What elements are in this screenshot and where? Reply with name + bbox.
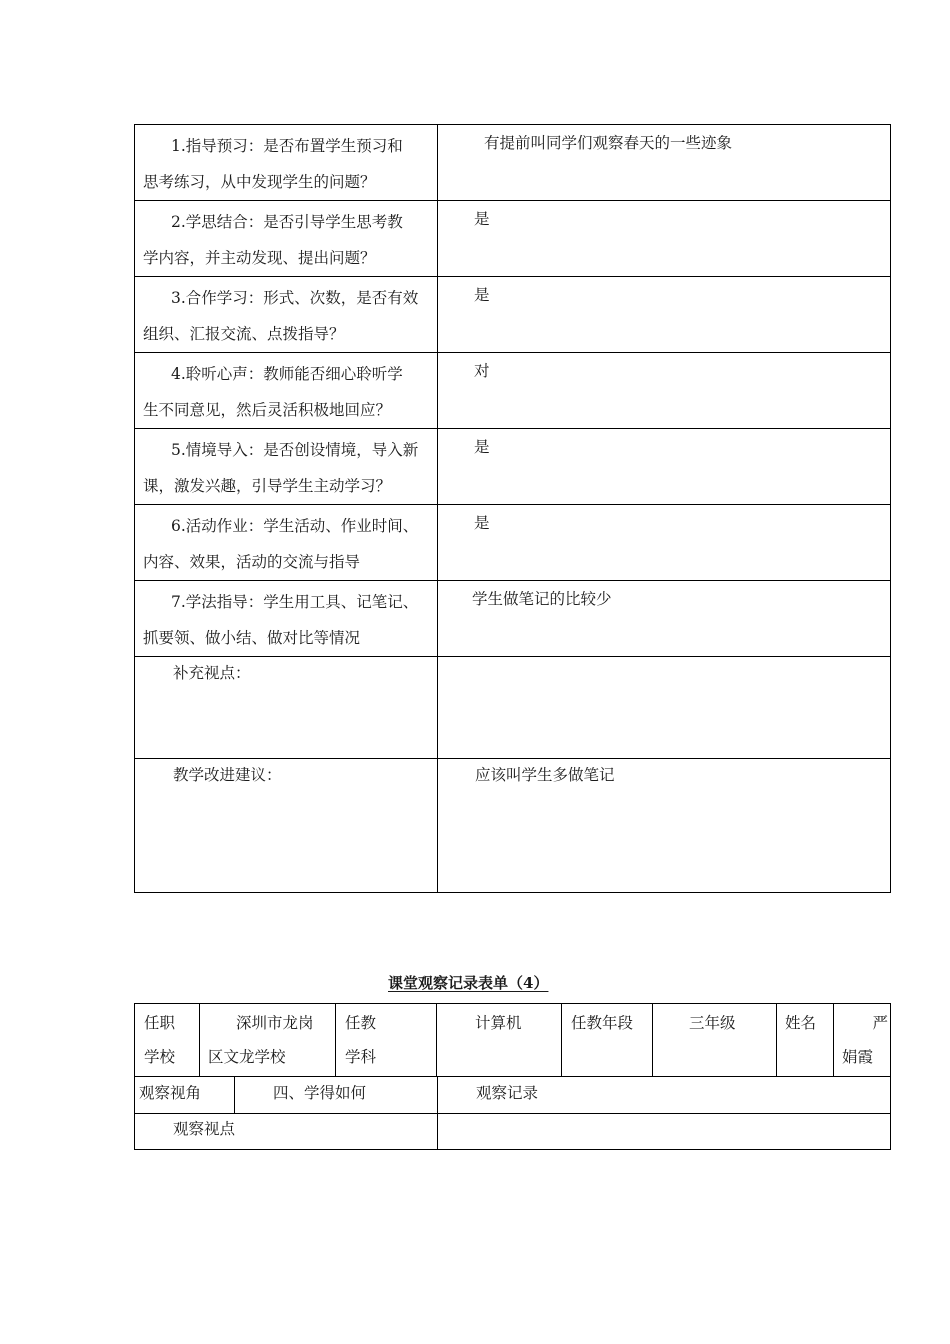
- question-line: 4.聆听心声：教师能否细心聆听学: [171, 365, 403, 383]
- question-cell: [135, 429, 438, 505]
- question-cell: [135, 353, 438, 429]
- name-value-cell: [834, 1004, 891, 1077]
- question-cell: [135, 581, 438, 657]
- teacher-info-table: [134, 1003, 891, 1077]
- angle-label: 观察视角: [139, 1084, 202, 1102]
- subject-value: 计算机: [475, 1014, 522, 1032]
- answer-text: 学生做笔记的比较少: [472, 590, 612, 608]
- point-value-cell: [438, 1114, 891, 1150]
- answer-text: 是: [474, 438, 490, 456]
- question-row: [135, 125, 891, 201]
- question-row: [135, 505, 891, 581]
- question-row: [135, 429, 891, 505]
- question-line: 内容、效果，活动的交流与指导: [143, 553, 361, 571]
- question-line: 生不同意见，然后灵活积极地回应？: [143, 401, 392, 419]
- suggestion-label-cell: [135, 759, 438, 893]
- point-row: [135, 1114, 891, 1150]
- answer-text: 是: [474, 210, 490, 228]
- question-line: 抓要领、做小结、做对比等情况: [143, 629, 361, 647]
- subject-label-cell: [336, 1004, 437, 1077]
- question-line: 学内容，并主动发现、提出问题？: [143, 249, 376, 267]
- answer-cell: [438, 201, 891, 277]
- name-value: 严: [872, 1014, 888, 1032]
- observation-table: [134, 124, 891, 893]
- school-value: 区文龙学校: [208, 1048, 286, 1066]
- question-line: 1.指导预习：是否布置学生预习和: [171, 137, 403, 155]
- suggestion-value-cell: [438, 759, 891, 893]
- supplement-label-cell: [135, 657, 438, 759]
- grade-value-cell: [653, 1004, 777, 1077]
- grade-value: 三年级: [689, 1014, 736, 1032]
- angle-value-cell: [235, 1077, 438, 1114]
- suggestion-label: 教学改进建议：: [173, 766, 282, 784]
- school-value: 深圳市龙岗: [236, 1014, 314, 1032]
- answer-text: 是: [474, 514, 490, 532]
- answer-text: 对: [474, 362, 490, 380]
- question-line: 2.学思结合：是否引导学生思考教: [171, 213, 403, 231]
- subject-label: 学科: [345, 1048, 377, 1066]
- suggestion-row: [135, 759, 891, 893]
- question-row: [135, 353, 891, 429]
- school-label: 学校: [144, 1048, 176, 1066]
- answer-cell: [438, 277, 891, 353]
- question-row: [135, 201, 891, 277]
- question-line: 思考练习，从中发现学生的问题？: [143, 173, 376, 191]
- school-value-cell: [200, 1004, 336, 1077]
- observation-point-table: [134, 1113, 891, 1150]
- answer-text: 是: [474, 286, 490, 304]
- suggestion-value: 应该叫学生多做笔记: [475, 766, 615, 784]
- supplement-row: [135, 657, 891, 759]
- question-line: 3.合作学习：形式、次数，是否有效: [171, 289, 419, 307]
- answer-cell: [438, 125, 891, 201]
- question-cell: [135, 125, 438, 201]
- supplement-label: 补充视点：: [173, 664, 251, 682]
- question-cell: [135, 505, 438, 581]
- question-line: 组织、汇报交流、点拨指导？: [143, 325, 345, 343]
- question-cell: [135, 277, 438, 353]
- record-label: 观察记录: [476, 1084, 539, 1102]
- subject-label: 任教: [345, 1014, 377, 1032]
- observation-angle-table: [134, 1076, 891, 1114]
- answer-cell: [438, 505, 891, 581]
- record-label-cell: [438, 1077, 891, 1114]
- answer-cell: [438, 581, 891, 657]
- point-label: 观察视点: [173, 1120, 236, 1138]
- grade-label-cell: [562, 1004, 653, 1077]
- form-title: 课堂观察记录表单（4）: [388, 974, 549, 992]
- question-line: 课，激发兴趣，引导学生主动学习？: [143, 477, 392, 495]
- angle-label-cell: [135, 1077, 235, 1114]
- question-row: [135, 277, 891, 353]
- grade-label: 任教年段: [571, 1014, 634, 1032]
- question-line: 6.活动作业：学生活动、作业时间、: [171, 517, 419, 535]
- subject-value-cell: [437, 1004, 562, 1077]
- supplement-value: [438, 657, 890, 660]
- name-label-cell: [777, 1004, 834, 1077]
- angle-value: 四、学得如何: [273, 1084, 367, 1102]
- question-cell: [135, 201, 438, 277]
- question-line: 5.情境导入：是否创设情境，导入新: [171, 441, 419, 459]
- answer-cell: [438, 429, 891, 505]
- name-label: 姓名: [785, 1014, 817, 1032]
- school-label: 任职: [144, 1014, 176, 1032]
- name-value: 娟霞: [842, 1048, 874, 1066]
- angle-row: [135, 1077, 891, 1114]
- question-row: [135, 581, 891, 657]
- point-value: [438, 1114, 890, 1116]
- teacher-info-row: [135, 1004, 891, 1077]
- question-line: 7.学法指导：学生用工具、记笔记、: [171, 593, 419, 611]
- school-label-cell: [135, 1004, 200, 1077]
- answer-text: 有提前叫同学们观察春天的一些迹象: [484, 134, 733, 152]
- answer-cell: [438, 353, 891, 429]
- point-label-cell: [135, 1114, 438, 1150]
- supplement-value-cell: [438, 657, 891, 759]
